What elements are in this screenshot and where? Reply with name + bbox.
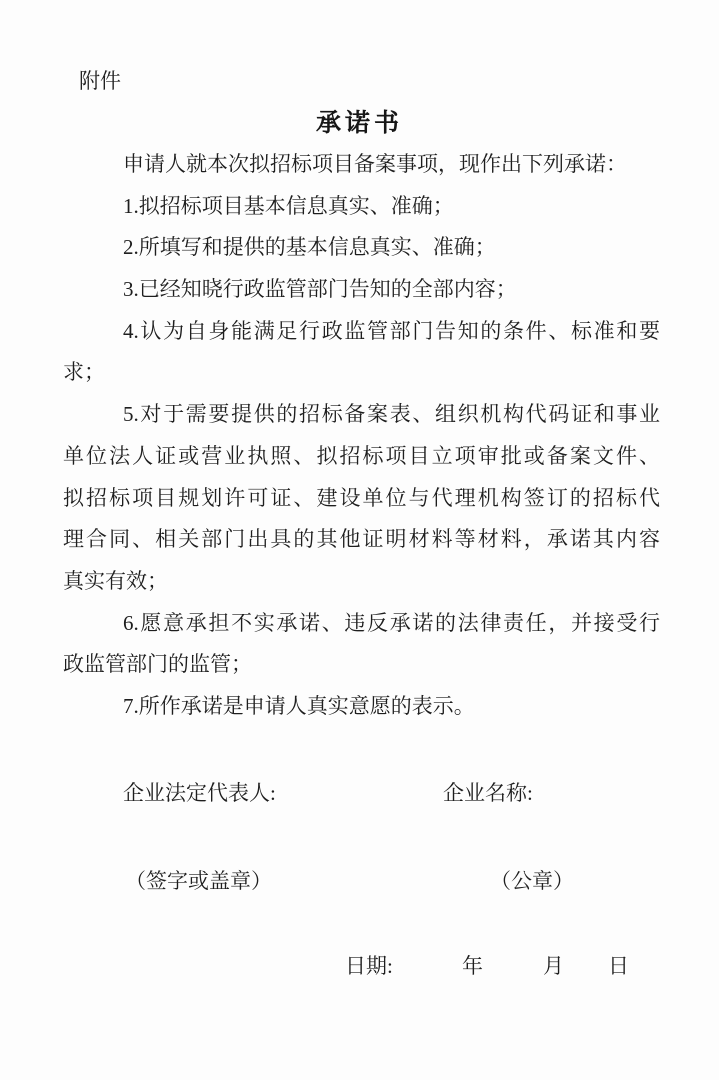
body-line-item5-3: 拟招标项目规划许可证、建设单位与代理机构签订的招标代 (63, 485, 660, 510)
body-line-item5-4: 理合同、相关部门出具的其他证明材料等材料，承诺其内容 (63, 527, 660, 552)
signature-row-date (0, 951, 719, 981)
signature-row-seals (0, 866, 719, 896)
legal-representative-label: 企业法定代表人: (123, 781, 276, 805)
body-line-item5-1: 5.对于需要提供的招标备案表、组织机构代码证和事业 (123, 402, 660, 427)
document-body (63, 144, 660, 728)
day-label: 日 (608, 954, 629, 978)
company-name-label: 企业名称: (443, 781, 533, 805)
body-line-item7: 7.所作承诺是申请人真实意愿的表示。 (123, 693, 475, 718)
body-line-item6-1: 6.愿意承担不实承诺、违反承诺的法律责任，并接受行 (123, 610, 660, 635)
body-line-item6-2: 政监管部门的监管； (63, 652, 252, 677)
year-label: 年 (462, 954, 483, 978)
body-line-item4-2: 求； (63, 360, 105, 385)
attachment-label: 附件 (79, 69, 121, 93)
sign-or-seal-label: （签字或盖章） (125, 869, 272, 893)
body-line-item5-2: 单位法人证或营业执照、拟招标项目立项审批或备案文件、 (63, 443, 660, 468)
date-label: 日期: (345, 954, 393, 978)
body-line-intro: 申请人就本次拟招标项目备案事项，现作出下列承诺： (123, 152, 627, 176)
body-line-item5-5: 真实有效； (63, 568, 168, 593)
body-line-item1: 1.拟招标项目基本信息真实、准确； (123, 193, 454, 218)
body-line-item4-1: 4.认为自身能满足行政监管部门告知的条件、标准和要 (123, 318, 660, 343)
month-label: 月 (543, 954, 564, 978)
official-seal-label: （公章） (490, 869, 574, 893)
signature-row-labels (0, 778, 719, 808)
body-line-item3: 3.已经知晓行政监管部门告知的全部内容； (123, 277, 517, 302)
page-title: 承诺书 (315, 110, 403, 137)
body-line-item2: 2.所填写和提供的基本信息真实、准确； (123, 235, 496, 260)
